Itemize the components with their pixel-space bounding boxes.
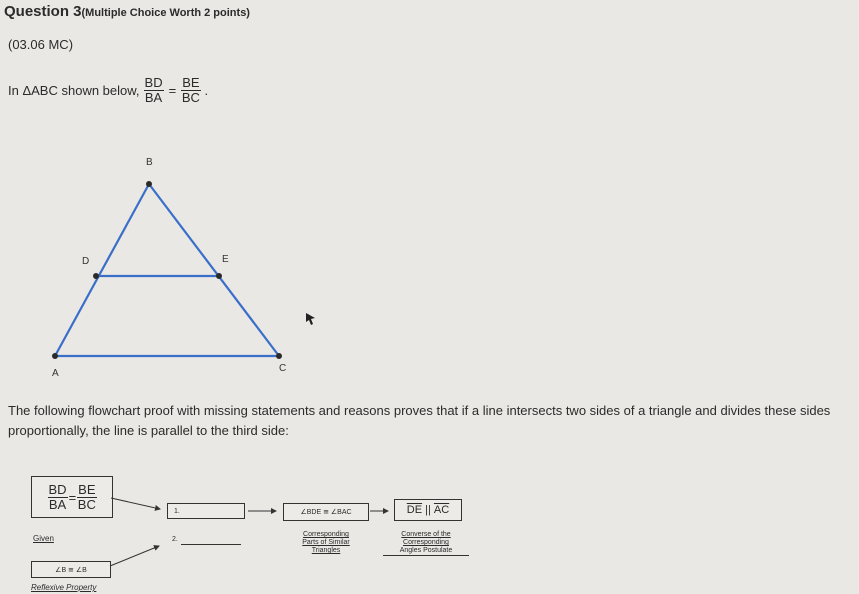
equals-sign: = [68, 489, 77, 505]
fraction-numerator: BE [78, 481, 96, 497]
segment-ac-label: $\overline{AC}$ [433, 504, 450, 516]
proof-description: The following flowchart proof with missing statements and reasons proves that if a line intersects two sides of a triangle and divides these sides proportionally, the line is parallel to the third side: [8, 403, 831, 438]
segment-de-label: $\overline{DE}$ [406, 504, 423, 516]
reason-line: Corresponding [303, 531, 349, 538]
label-d: D [82, 256, 90, 267]
reason-line: Converse of the [401, 531, 451, 538]
angle-b-reason: Reflexive Property [31, 583, 97, 592]
label-a: A [52, 368, 59, 379]
prompt-prefix: In ΔABC shown below, [8, 83, 140, 98]
prompt-end: . [204, 83, 209, 98]
parallel-symbol: || [422, 504, 434, 516]
blank-2-number: 2. [172, 536, 178, 543]
reason-line: Corresponding [403, 539, 449, 546]
label-e: E [222, 254, 229, 265]
ratio-numerator: BD [144, 75, 163, 90]
fraction-numerator: BD [48, 481, 67, 497]
blank-1-number: 1. [174, 507, 180, 515]
reason-line: Parts of Similar [302, 539, 350, 546]
fraction-denominator: BA [48, 496, 67, 512]
label-c: C [279, 363, 287, 374]
question-code: (03.06 MC) [8, 37, 74, 52]
reason-line: Angles Postulate [383, 547, 469, 556]
question-worth: (Multiple Choice Worth 2 points) [81, 7, 250, 19]
label-b: B [146, 157, 153, 168]
ratio-numerator: BE [182, 75, 200, 90]
arrow-reflexive-to-blank1 [110, 546, 159, 566]
ratio-denominator: BC [181, 90, 200, 105]
question-number: Question 3 [4, 3, 82, 20]
equals-sign: = [168, 83, 177, 98]
reason-line: Triangles [311, 547, 341, 554]
given-reason: Given [33, 534, 54, 543]
fraction-denominator: BC [77, 496, 96, 512]
ratio-denominator: BA [144, 90, 163, 105]
angle-bde-box: ∠BDE ≅ ∠BAC [283, 503, 369, 521]
arrow-given-to-blank1 [111, 498, 160, 509]
angle-b-box: ∠B ≅ ∠B [31, 561, 111, 578]
